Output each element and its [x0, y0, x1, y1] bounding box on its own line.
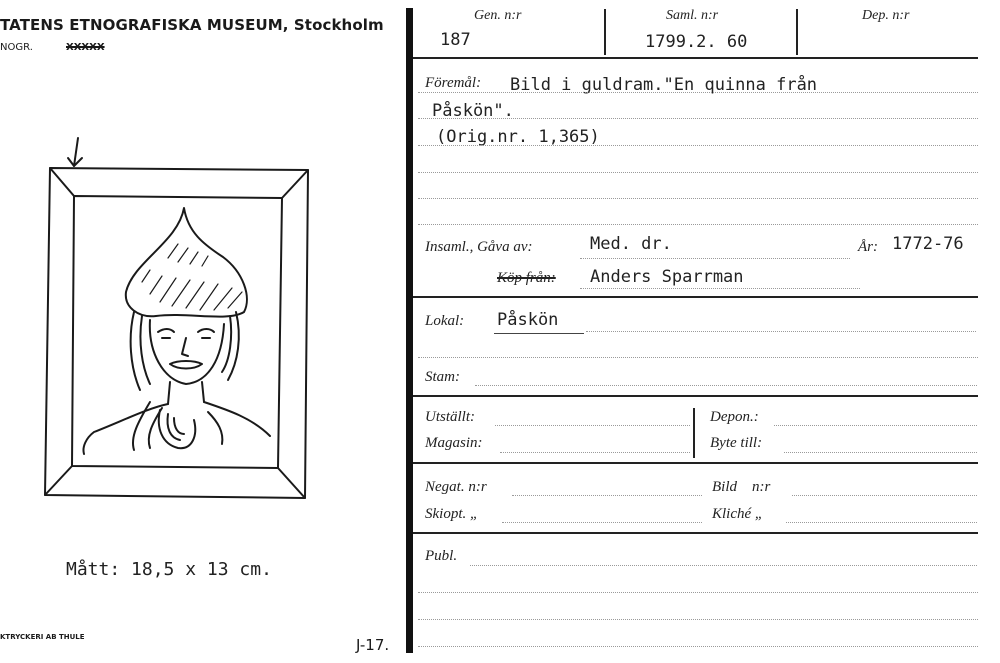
rule-utstallt	[413, 462, 978, 464]
dep-label: Dep. n:r	[862, 8, 910, 23]
framed-portrait-drawing	[38, 132, 320, 512]
saml-value: 1799.2. 60	[645, 32, 748, 52]
printer-name: KTRYCKERI AB THULE	[0, 633, 85, 641]
stam-label: Stam:	[425, 369, 460, 385]
header-divider-2	[796, 9, 798, 55]
gen-label: Gen. n:r	[474, 8, 522, 23]
depon-label: Depon.:	[710, 409, 759, 425]
publ-label: Publ.	[425, 548, 458, 564]
negat-label: Negat. n:r	[425, 479, 487, 495]
museum-title: TATENS ETNOGRAFISKA MUSEUM, Stockholm	[0, 16, 384, 34]
foremal-line2: Påskön".	[432, 101, 514, 121]
rule-stam	[413, 395, 978, 397]
insaml-value: Med. dr.	[590, 234, 672, 254]
dimensions-text: Mått: 18,5 x 13 cm.	[66, 559, 272, 580]
lokal-underline	[494, 333, 584, 334]
magasin-label: Magasin:	[425, 435, 483, 451]
rule-insaml	[413, 296, 978, 298]
foremal-line3: (Orig.nr. 1,365)	[436, 127, 600, 147]
lokal-label: Lokal:	[425, 313, 465, 329]
kop-label: Köp från:	[497, 270, 556, 286]
lokal-value: Påskön	[497, 310, 559, 330]
skiopt-label: Skiopt. „	[425, 506, 479, 522]
foremal-line1: Bild i guldram."En quinna från	[510, 75, 818, 95]
utstallt-divider	[693, 408, 695, 458]
header-divider-1	[604, 9, 606, 55]
kop-value: Anders Sparrman	[590, 267, 744, 287]
utstallt-label: Utställt:	[425, 409, 476, 425]
department-prefix: NOGR.	[0, 42, 33, 53]
handwritten-code: J-17.	[356, 636, 390, 654]
rule-negat	[413, 532, 978, 534]
bild-label: Bild n:r	[712, 479, 771, 495]
foremal-label: Föremål:	[425, 75, 482, 91]
gen-value: 187	[440, 30, 471, 50]
rule-header	[413, 57, 978, 59]
department-struck: XXXXX	[66, 42, 105, 53]
kliche-label: Kliché „	[712, 506, 764, 522]
insaml-label: Insaml., Gåva av:	[425, 239, 533, 255]
year-label: År:	[858, 239, 878, 255]
byte-label: Byte till:	[710, 435, 763, 451]
card-divider	[406, 8, 413, 653]
saml-label: Saml. n:r	[666, 8, 719, 23]
year-value: 1772-76	[892, 234, 964, 254]
